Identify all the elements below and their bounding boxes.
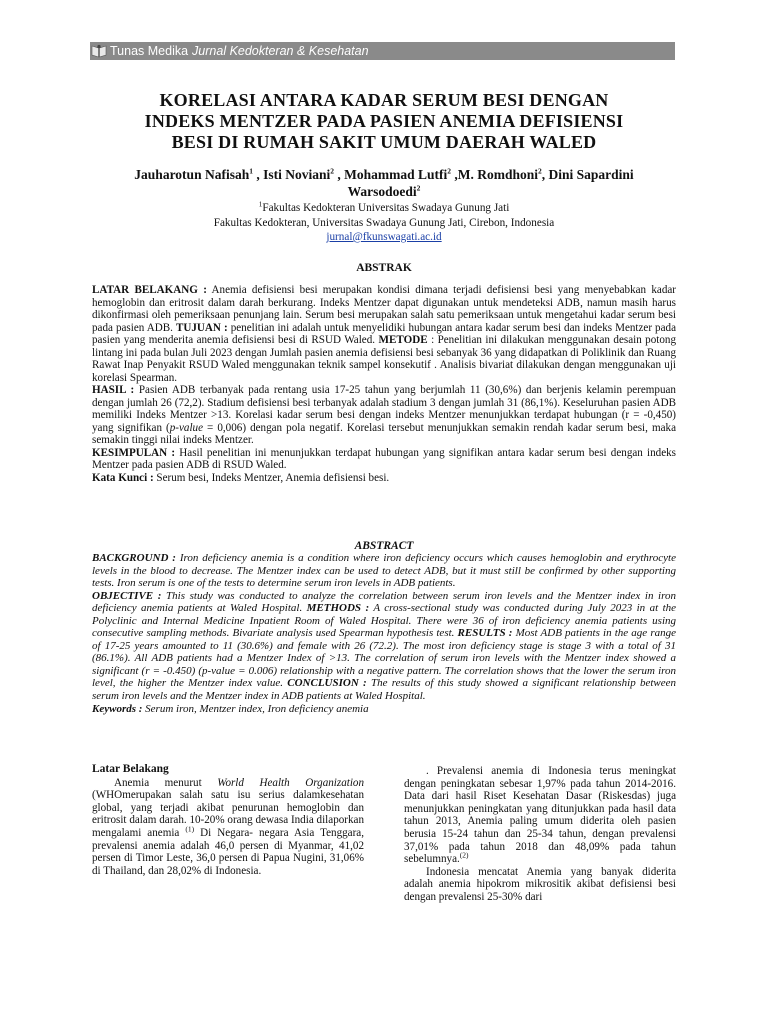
text-hasil-1: Pasien ADB terbanyak pada rentang usia 17-25 tahun yang berjumlah 11 (30,6%) dan berjenis kelamin perempuan dengan jumlah 26 (72,2). Stadium defisiensi besi terbanyak adalah stadium 3 dengan jumlah 31 (86,1%). Keseluruhan pasien ADB memiliki Indeks Mentzer >13. Korelasi kadar serum besi dengan indeks Mentzer menunjukkan terdapat hubungan (r = -0,450) yang signifikan ( <box>92 384 676 434</box>
author-sup: 2 <box>330 166 334 176</box>
abstrak-kesimpulan-paragraph <box>92 447 676 472</box>
author-name: , Dini Sapardini <box>541 167 634 182</box>
abstrak-body <box>92 284 676 484</box>
title-line-1: KORELASI ANTARA KADAR SERUM BESI DENGAN <box>159 90 609 110</box>
label-tujuan: TUJUAN : <box>175 321 228 334</box>
text-kata-kunci: Serum besi, Indeks Mentzer, Anemia defisiensi besi. <box>153 471 390 484</box>
label-latar: LATAR BELAKANG : <box>92 284 207 296</box>
title-line-3: BESI DI RUMAH SAKIT UMUM DAERAH WALED <box>171 132 597 152</box>
text-tujuan: penelitian ini adalah untuk menyelidiki hubungan antara kadar serum besi dan indeks Mentzer pada pasien yang menderita anemia defisiensi besi di RSUD Waled. <box>92 321 676 346</box>
label-objective: OBJECTIVE : <box>92 589 162 602</box>
label-hasil: HASIL : <box>92 384 135 396</box>
label-kesimpulan: KESIMPULAN : <box>92 446 176 459</box>
citation-ref: (1) <box>185 824 195 834</box>
citation-ref: (2) <box>459 850 469 860</box>
body-column-left <box>92 763 364 877</box>
author-name: Jauharotun Nafisah <box>134 167 250 182</box>
author-name: , Isti Noviani <box>252 167 331 182</box>
abstrak-kata-kunci <box>92 472 676 485</box>
journal-header-bar <box>90 42 675 60</box>
abstract-objective-paragraph <box>92 590 676 703</box>
label-kata-kunci: Kata Kunci : <box>92 471 154 484</box>
title-line-2: INDEKS MENTZER PADA PASIEN ANEMIA DEFISIENSI <box>144 111 624 131</box>
body-text: Anemia menurut <box>114 776 218 789</box>
body-text-italic: World Health Organization <box>217 776 365 789</box>
author-name: , Mohammad Lutfi <box>333 167 448 182</box>
label-background: BACKGROUND : <box>92 552 176 564</box>
text-pvalue: p-value <box>169 421 203 434</box>
text-metode: : Penelitian ini dilakukan menggunakan desain potong lintang ini pada bulan Juli 2023 dengan Jumlah pasien anemia defisiensi besi sebanyak 36 yang didapatkan di Poliklinik dan Ruang Rawat Inap Penyakit RSUD Waled menggunakan teknik sampel konsekutif . Analisis bivariat dilakukan dengan menggunakan uji korelasi Spearman. <box>92 334 676 384</box>
author-name: Warsodoedi <box>347 184 417 199</box>
abstrak-hasil-paragraph <box>92 384 676 447</box>
text-background: Iron deficiency anemia is a condition where iron deficiency occurs which causes hemoglobin and erythrocyte levels in the blood to decrease. The Mentzer index can be used to detect ADB, but it must still be confirmed by other supporting tests. Iron serum is one of the tests to determine serum iron levels in ADB patients. <box>92 552 676 590</box>
body-text: (WHOmerupakan salah satu isu serius dalamkesehatan global, yang terjadi akibat penurunan hemoglobin dan eritrosit dalam darah. 10-20% orang dewasa India dilaporkan mengalami anemia <box>92 789 364 839</box>
body-text: Di Negara- negara Asia Tenggara, prevalensi anemia adalah 46,0 persen di Myanmar, 41,02 persen di Timor Leste, 36,0 persen di Papua Nugini, 31,06% di Thailand, dan 28,02% di Indonesia. <box>92 826 364 877</box>
body-paragraph-right-1 <box>404 765 676 866</box>
abstract-background-paragraph <box>92 552 676 590</box>
text-hasil-2: = 0,006) dengan pola negatif. Korelasi tersebut menunjukkan semakin rendah kadar serum besi, maka semakin tinggi nilai indeks Mentzer. <box>92 421 676 446</box>
section-heading: Latar Belakang <box>92 763 169 775</box>
body-text: . Prevalensi anemia di Indonesia terus meningkat dengan peningkatan sebesar 1,97% pada tahun 2014-2016. Data dari hasil Riset Kesehatan Dasar (Riskesdas) juga menunjukkan peningkatan yang ditunjukkan pada hasil data tahun 2013, Anemia paling umum diderita oleh pasien berusia 15-24 tahun dan 25-34 tahun, dengan prevalensi 37,01% pada tahun 2018 dan 48,09% pada tahun sebelumnya. <box>404 765 676 866</box>
affiliations <box>92 201 676 245</box>
author-name: ,M. Romdhoni <box>451 167 539 182</box>
text-methods: A cross-sectional study was conducted during July 2023 in at the Polyclinic and Internal Medicine Inpatient Room of Waled Hospital. There were 36 of iron deficiency anemia patients using consecutive sampling methods. Bivariate analysis used Spearman hypothesis test. <box>92 602 677 640</box>
text-kesimpulan: Hasil penelitian ini menunjukkan terdapat hubungan yang signifikan antara kadar serum besi dengan indeks Mentzer pada pasien ADB di RSUD Waled. <box>92 446 676 471</box>
affiliation-2: Fakultas Kedokteran, Universitas Swadaya Gunung Jati, Cirebon, Indonesia <box>213 216 555 229</box>
label-metode: METODE <box>378 334 428 346</box>
text-conclusion: The results of this study showed a significant relationship between serum iron levels and the Mentzer index in ADB patients at Waled Hospital. <box>92 677 677 703</box>
author-sup: 2 <box>538 166 542 176</box>
journal-subtitle: Jurnal Kedokteran & Kesehatan <box>192 44 369 58</box>
text-latar: Anemia defisiensi besi merupakan kondisi dimana terjadi defisiensi besi yang menyebabkan kadar hemoglobin dan eritrosit dalam darah berkurang. Indeks Mentzer dapat digunakan untuk mendeteksi ADB, namun masih harus dikonfirmasi oleh pemeriksaan penunjang lain. Serum besi merupakan salah satu pemeriksaan untuk mengetahui kadar serum besi pada pasien ADB. <box>92 284 676 334</box>
abstrak-heading: ABSTRAK <box>356 262 412 274</box>
author-sup: 2 <box>416 183 421 193</box>
text-objective: This study was conducted to analyze the correlation between serum iron levels and the Mentzer index in iron deficiency anemia patients at Waled Hospital. <box>92 589 676 615</box>
author-sup: 1 <box>249 166 253 176</box>
affiliation-sup: 1 <box>258 199 263 209</box>
label-conclusion: CONCLUSION : <box>287 677 367 690</box>
author-sup: 2 <box>447 166 451 176</box>
paper-title <box>92 90 676 153</box>
affiliation-text: Fakultas Kedokteran Universitas Swadaya Gunung Jati <box>262 202 510 214</box>
email-link[interactable] <box>92 230 676 245</box>
affiliation-1 <box>92 201 676 216</box>
author-line-2 <box>92 183 676 200</box>
label-results: RESULTS : <box>457 627 513 640</box>
abstrak-latar-paragraph <box>92 284 676 384</box>
body-column-right <box>404 765 676 904</box>
author-line-1 <box>92 166 676 183</box>
journal-name: Tunas Medika <box>110 44 189 58</box>
body-paragraph-left-1 <box>92 777 364 878</box>
text-keywords: Serum iron, Mentzer index, Iron deficiency anemia <box>142 702 369 715</box>
text-results: Most ADB patients in the age range of 17-25 years amounted to 11 (30.6%) and female with 26 (72.2). The most iron deficiency stage is stage 3 with a total of 31 (86.1%). All ADB patients had a Mentzer Index of >13. The correlation of serum iron levels with the Mentzer index showed a significant (r = -0.450) (p-value = 0.006) relationship with a negative pattern. The correlation shows that the lower the serum iron level, the higher the Mentzer index value. <box>92 627 676 690</box>
abstract-body <box>92 552 676 715</box>
label-methods: METHODS : <box>306 602 370 615</box>
label-keywords: Keywords : <box>92 702 143 715</box>
open-book-icon <box>90 42 108 60</box>
author-list <box>92 166 676 200</box>
body-paragraph-right-2 <box>404 866 676 904</box>
abstract-heading: ABSTRACT <box>354 540 414 552</box>
abstract-keywords <box>92 703 676 716</box>
body-text: Indonesia mencatat Anemia yang banyak diderita adalah anemia hipokrom mikrositik akibat defisiensi besi dengan prevalensi 25-30% dari <box>404 865 676 903</box>
email-text[interactable]: jurnal@fkunswagati.ac.id <box>326 231 442 243</box>
